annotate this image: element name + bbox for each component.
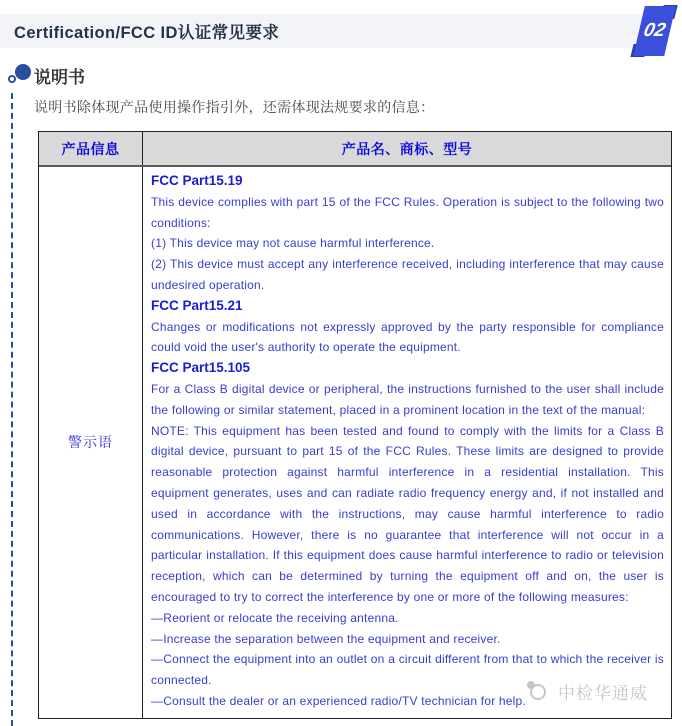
fcc-paragraph: NOTE: This equipment has been tested and found to comply with the limits for a Class B digital device, pursuant to part 15 of the FCC Rules. These limits are designed to provide reasonable protection against harmful interference in a residential installation. This equipment generates, uses and can radiate radio frequency energy and, if not installed and used in accordance with the instructions, may cause harmful interference to radio communications. However, there is no guarantee that interference will not occur in a particular installation. If this equipment does cause harmful interference to radio or television reception, which can be determined by turning the equipment off and on, the user is encouraged to try to correct the interference by one or more of the following measures: xyxy=(151,423,664,604)
watermark xyxy=(527,679,648,704)
fcc-paragraph: —Reorient or relocate the receiving antenna. xyxy=(151,610,399,625)
fcc-paragraph: For a Class B digital device or peripheral, the instructions furnished to the user shall include the following or similar statement, placed in a prominent location in the text of the manual: xyxy=(151,381,664,417)
fcc-section-heading: FCC Part15.105 xyxy=(151,360,251,376)
page-title: Certification/FCC ID认证常见要求 xyxy=(14,24,280,42)
row-label: 警示语 xyxy=(68,434,113,451)
section-bullet-icon xyxy=(8,63,34,91)
fcc-section-heading: FCC Part15.19 xyxy=(151,173,243,188)
badge-ribbon xyxy=(633,6,676,56)
fcc-paragraph: (1) This device may not cause harmful interference. xyxy=(151,236,435,251)
bullet-circle-icon xyxy=(15,64,31,80)
chapter-badge xyxy=(632,4,678,58)
table-body-row xyxy=(39,167,671,718)
fcc-paragraph: This device complies with part 15 of the FCC Rules. Operation is subject to the following two conditions: xyxy=(151,194,664,230)
fcc-paragraph: Changes or modifications not expressly approved by the party responsible for compliance could void the user's authority to operate the equipment. xyxy=(151,319,664,355)
fcc-section-heading: FCC Part15.21 xyxy=(151,297,243,313)
fcc-paragraph: —Connect the equipment into an outlet on a circuit different from that to which the receiver is connected. xyxy=(151,652,664,688)
column-header-label: 产品信息 xyxy=(61,140,120,157)
table-header-cell-product-info xyxy=(39,132,143,165)
table-header-row xyxy=(39,132,671,167)
fcc-paragraph: (2) This device must accept any interference received, including interference that may cause undesired operation. xyxy=(151,257,664,292)
vertical-dashed-divider xyxy=(11,93,13,726)
company-logo-icon xyxy=(527,680,551,704)
fcc-paragraph: —Increase the separation between the equipment and receiver. xyxy=(151,631,501,646)
row-label-cell xyxy=(39,167,143,718)
requirements-table xyxy=(38,131,672,719)
chapter-number: 02 xyxy=(641,20,668,41)
page-header-bar xyxy=(0,14,656,48)
bullet-ring-icon xyxy=(8,75,16,83)
fcc-statements-content xyxy=(143,167,671,718)
warning-statements-cell xyxy=(143,167,671,718)
watermark-text: 中检华通威 xyxy=(558,684,648,703)
section-intro-text: 说明书除体现产品使用操作指引外，还需体现法规要求的信息： xyxy=(34,99,435,115)
table-header-cell-product-name xyxy=(143,132,671,165)
column-header-label: 产品名、商标、型号 xyxy=(341,140,473,157)
fcc-paragraph: —Consult the dealer or an experienced radio/TV technician for help. xyxy=(151,693,526,708)
section-title: 说明书 xyxy=(34,68,85,87)
